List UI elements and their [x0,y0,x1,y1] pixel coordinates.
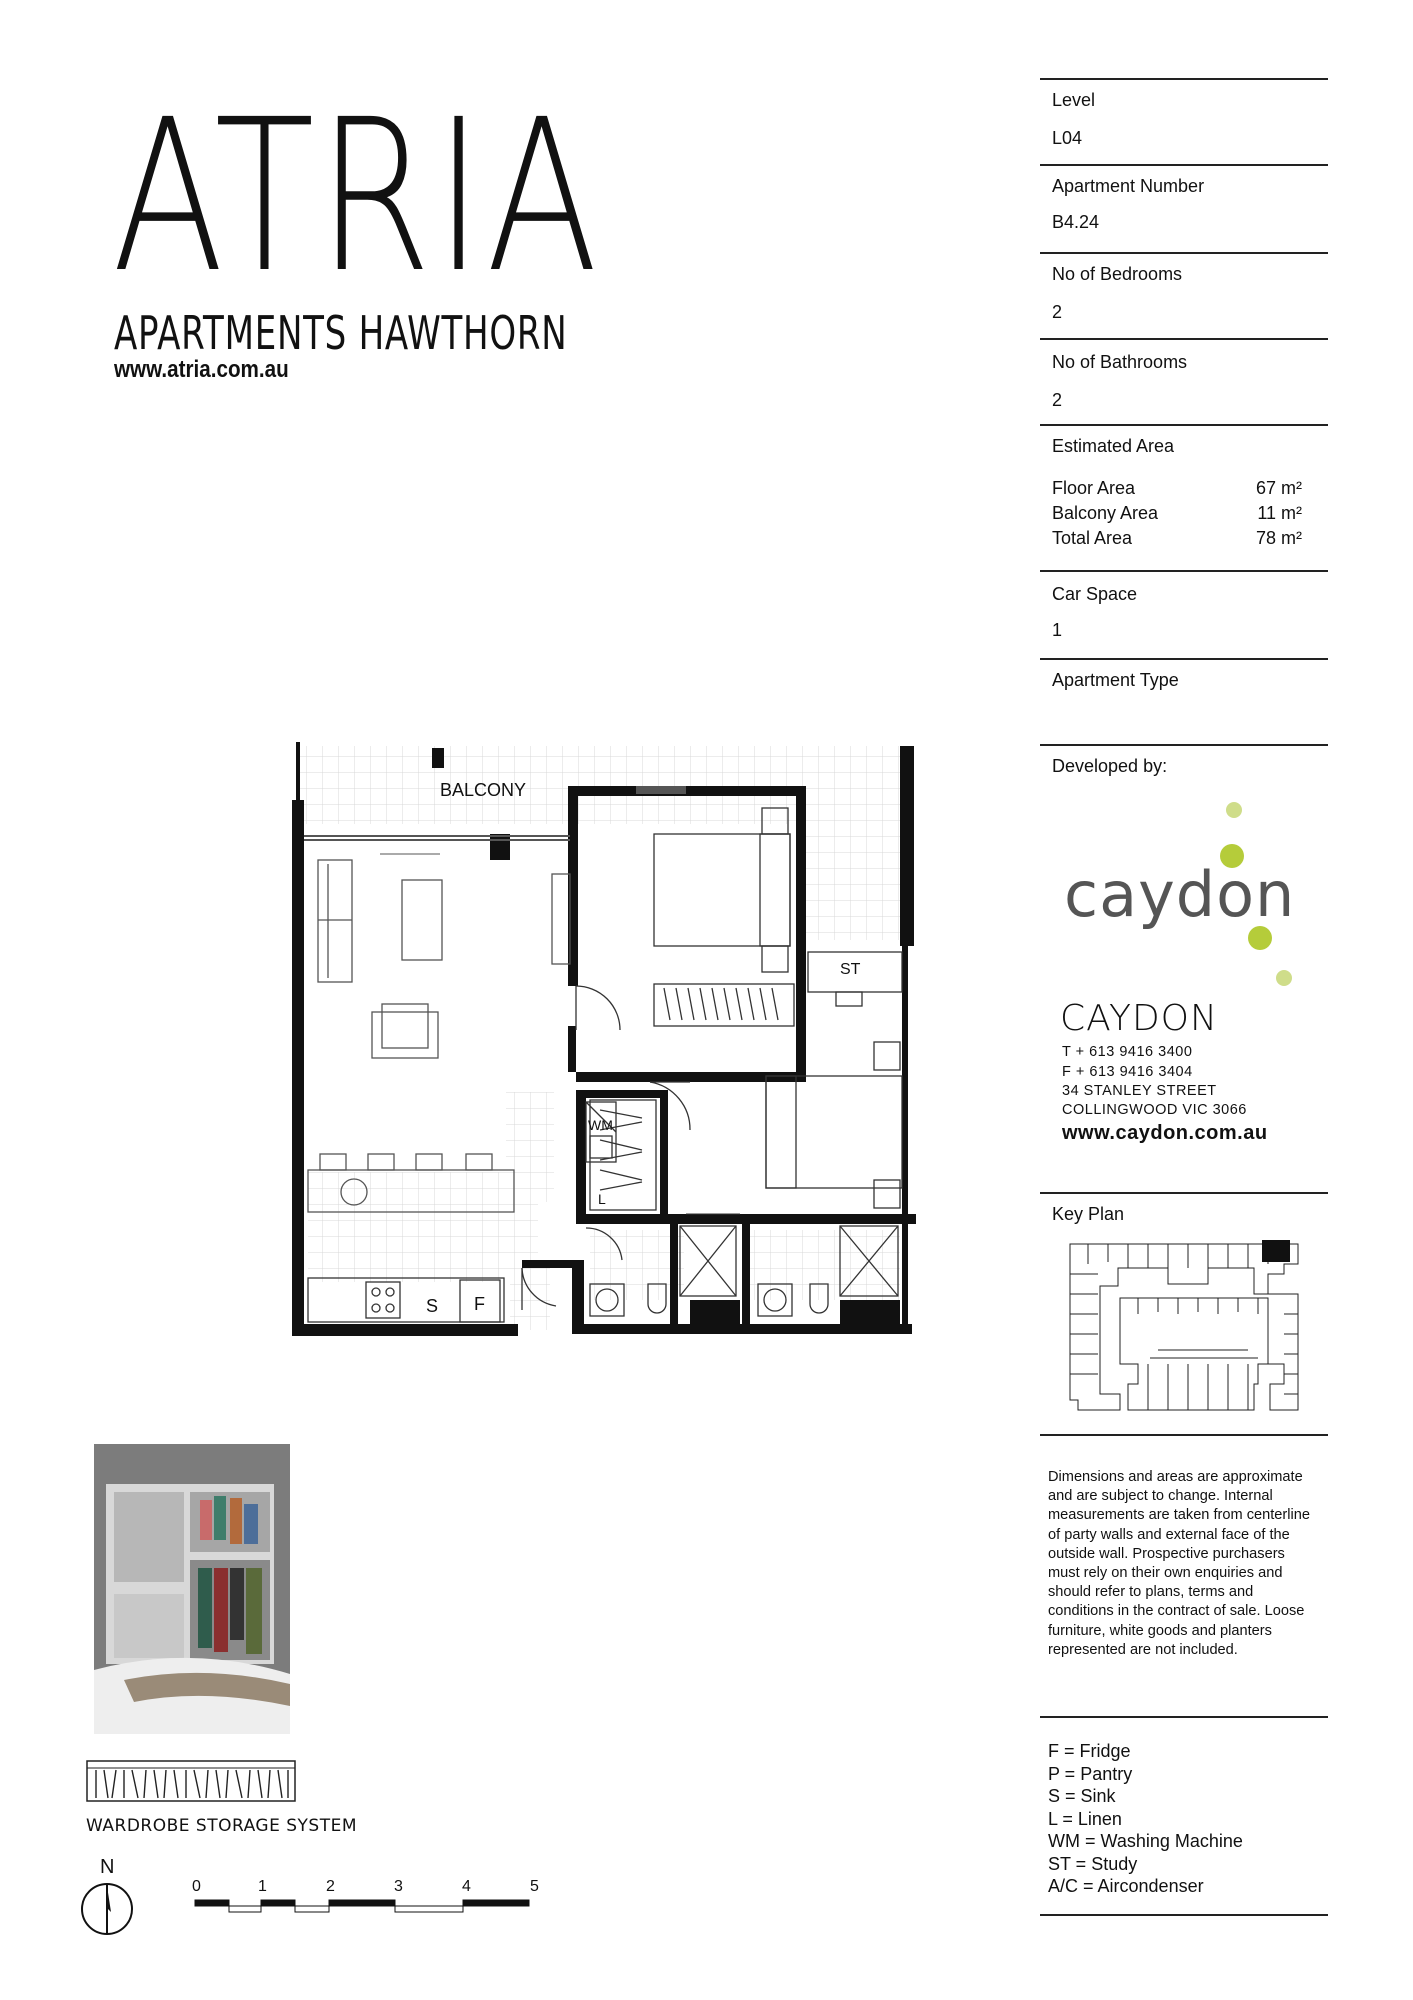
glazing [304,836,570,854]
north-arrow-icon [80,1882,136,1938]
scale-tick-label: 1 [258,1878,267,1895]
area-row-floor [1052,478,1302,499]
divider [1040,1914,1328,1916]
entry-tiles [510,1260,550,1330]
brand-url[interactable]: www.atria.com.au [114,356,289,383]
north-label: N [100,1856,115,1878]
scale-tick-label: 4 [462,1878,471,1895]
key-plan [1058,1234,1310,1420]
legend-item: ST = Study [1048,1853,1138,1874]
area-name: Balcony Area [1052,503,1159,523]
legend-item: L = Linen [1048,1808,1122,1829]
keyplan-units [1150,1350,1258,1358]
area-value: 78 m² [1255,528,1302,548]
scale-tick-label: 5 [530,1878,539,1895]
divider [1040,78,1328,80]
bedroom-1-furniture [654,808,794,1026]
scale-tick-label: 2 [326,1878,335,1895]
balcony-tiles [800,820,912,940]
keyplan-inner [1120,1298,1268,1410]
disclaimer: Dimensions and areas are approximate and are subject to change. Internal measurements are taken from centerline of party walls and external face of the outside wall. Prospective purchasers must rely on their own enquiries and should refer to plans, terms and conditions in the contract of sale. Loose furniture, white goods and planters represented are not included. [1048,1469,1310,1658]
scale-bar [194,1898,538,1916]
divider [1040,424,1328,426]
legend-item: F = Fridge [1048,1741,1131,1761]
apartment-value: B4.24 [1052,212,1100,232]
keyplan-units [1148,1364,1248,1410]
car-label: Car Space [1052,584,1138,604]
study-label: ST [840,961,861,978]
area-row-balcony [1052,503,1302,524]
divider [1040,338,1328,340]
brand-subtitle: APARTMENTS HAWTHORN [114,306,568,360]
area-row-total [1052,528,1302,549]
divider [1040,1716,1328,1718]
wm-label: WM [588,1117,613,1133]
divider [1040,744,1328,746]
sink-label: S [426,1296,439,1316]
wardrobe-photo-art [94,1444,290,1734]
scale-tick-label: 3 [394,1878,403,1895]
developer-name: CAYDON [1060,998,1218,1039]
area-value: 11 m² [1257,503,1302,523]
developer-fax: F + 613 9416 3404 [1062,1064,1193,1080]
keyplan-units [1268,1294,1298,1410]
balcony-label: BALCONY [440,780,527,800]
caydon-logo-word: caydon [1064,858,1296,931]
divider [1040,570,1328,572]
brand-title: ATRIA [112,74,602,319]
divider [1040,252,1328,254]
divider [1040,1434,1328,1436]
keyplan-label: Key Plan [1052,1204,1125,1224]
balcony-tiles [300,746,912,824]
keyplan-outline [1070,1244,1298,1410]
bedroom-2-furniture [590,1042,902,1210]
wardrobe-photo [94,1444,290,1734]
legend [1048,1740,1243,1898]
bedrooms-label: No of Bedrooms [1052,264,1183,284]
legend-item: A/C = Aircondenser [1048,1876,1204,1896]
keyplan-bg [1060,1236,1308,1418]
area-value: 67 m² [1255,478,1302,498]
area-label: Estimated Area [1052,436,1175,456]
kitchen-tiles [308,1172,538,1282]
linen-label: L [598,1191,606,1207]
developer-label: Developed by: [1052,756,1168,776]
divider [1040,164,1328,166]
keyplan-units [1284,1314,1298,1394]
legend-item: P = Pantry [1048,1763,1133,1784]
apartment-label: Apartment Number [1052,176,1205,196]
level-value: L04 [1052,128,1083,148]
bathrooms-label: No of Bathrooms [1052,352,1188,372]
developer-suburb: COLLINGWOOD VIC 3066 [1062,1102,1247,1118]
scale-tick-label: 0 [192,1878,201,1895]
wardrobe-icon [86,1760,296,1802]
developer-street: 34 STANLEY STREET [1062,1083,1217,1099]
bathrooms-value: 2 [1052,390,1063,410]
divider [1040,1192,1328,1194]
keyplan-units [1138,1298,1258,1314]
level-label: Level [1052,90,1096,110]
apartment-type-label: Apartment Type [1052,670,1179,690]
logo-dot [1276,970,1292,986]
legend-item: WM = Washing Machine [1048,1831,1243,1851]
fridge-label: F [474,1294,485,1314]
developer-url[interactable]: www.caydon.com.au [1062,1122,1268,1144]
divider [1040,658,1328,660]
keyplan-units [1070,1274,1098,1374]
logo-dot [1226,802,1242,818]
wardrobe-label: WARDROBE STORAGE SYSTEM [86,1816,357,1836]
bedrooms-value: 2 [1052,302,1063,322]
area-name: Floor Area [1052,478,1136,498]
car-value: 1 [1052,620,1063,640]
developer-phone: T + 613 9416 3400 [1062,1044,1193,1060]
floor-plan [290,740,920,1340]
keyplan-units [1088,1244,1268,1268]
legend-item: S = Sink [1048,1786,1116,1806]
keyplan-highlight [1262,1240,1290,1262]
area-name: Total Area [1052,528,1133,548]
